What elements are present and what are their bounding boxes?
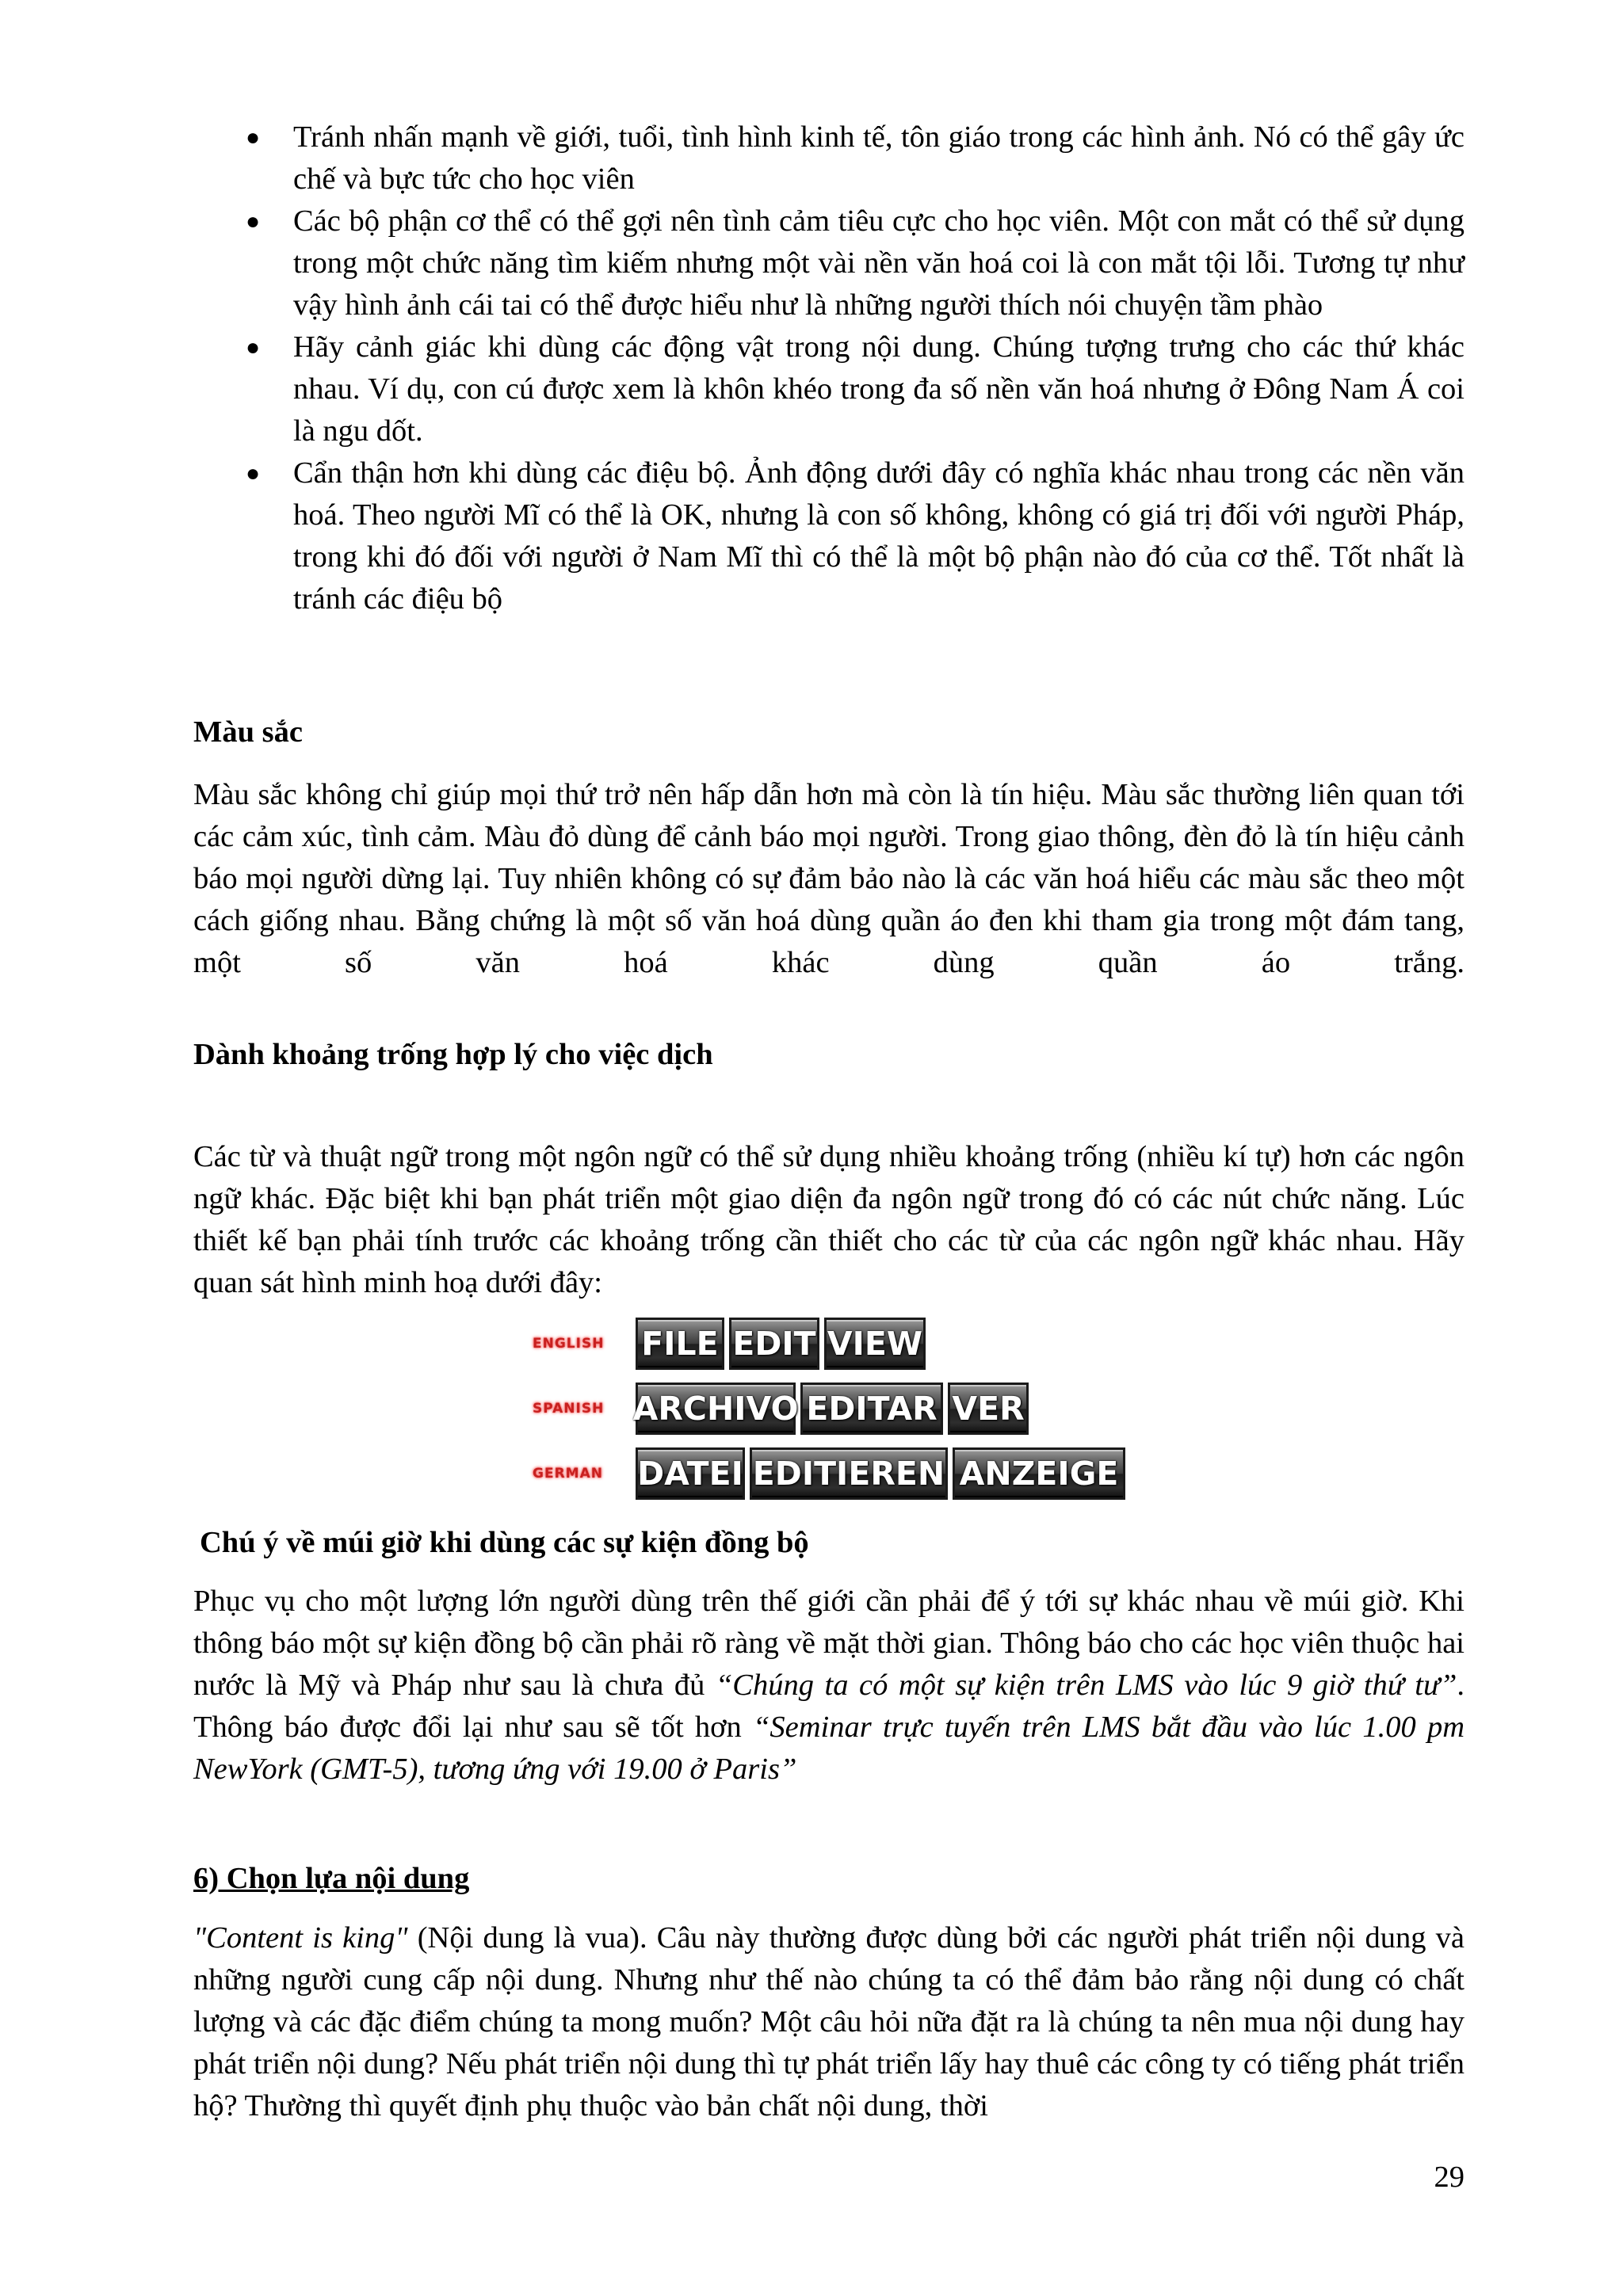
language-label: SPANISH bbox=[533, 1401, 605, 1417]
menu-button-anzeige: ANZEIGE bbox=[953, 1447, 1125, 1500]
list-item-text: Hãy cảnh giác khi dùng các động vật trong nội dung. Chúng tượng trưng cho các thứ khác nhau. Ví dụ, con cú được xem là khôn khéo trong đa số nền văn hoá nhưng ở Đông Nam Á coi là ngu dốt. bbox=[293, 330, 1465, 448]
menu-button-file: FILE bbox=[636, 1318, 724, 1370]
menu-button-editieren: EDITIEREN bbox=[750, 1447, 948, 1500]
menu-button-editar: EDITAR bbox=[800, 1383, 943, 1435]
multilingual-menu-figure bbox=[533, 1315, 1151, 1505]
figure-row-english bbox=[533, 1315, 930, 1372]
list-item bbox=[193, 326, 1465, 452]
bullet-icon: ● bbox=[246, 334, 261, 360]
timezone-quote-2: “Seminar trực tuyến trên LMS bắt đầu vào lúc 1.00 pm NewYork (GMT-5), tương ứng với 19.00 ở Paris” bbox=[193, 1711, 1465, 1786]
list-item-text: Tránh nhấn mạnh về giới, tuổi, tình hình kinh tế, tôn giáo trong các hình ảnh. Nó có thể gây ức chế và bực tức cho học viên bbox=[293, 120, 1465, 196]
figure-row-spanish bbox=[533, 1380, 1033, 1437]
translation-space-heading: Dành khoảng trống hợp lý cho việc dịch bbox=[193, 1038, 713, 1071]
menu-button-edit: EDIT bbox=[729, 1318, 819, 1370]
page-number: 29 bbox=[1434, 2161, 1465, 2194]
content-selection-heading bbox=[193, 1858, 469, 1900]
content-selection-text: (Nội dung là vua). Câu này thường được dùng bởi các người phát triển nội dung và những người cung cấp nội dung. Nhưng như thế nào chúng ta có thể đảm bảo rằng nội dung có chất lượng và các đặc điểm chúng ta mong muốn? Một câu hỏi nữa đặt ra là chúng ta nên mua nội dung hay phát triển nội dung? Nếu phát triển nội dung thì tự phát triển lấy hay thuê các công ty có tiếng phát triển hộ? Thường thì quyết định phụ thuộc vào bản chất nội dung, thời bbox=[193, 1921, 1465, 2122]
bullet-icon: ● bbox=[246, 460, 261, 486]
menu-button-datei: DATEI bbox=[636, 1447, 745, 1500]
figure-row-german bbox=[533, 1445, 1130, 1502]
color-section-heading: Màu sắc bbox=[193, 715, 303, 749]
timezone-quote-1: “Chúng ta có một sự kiện trên LMS vào lúc 9 giờ thứ tư” bbox=[715, 1669, 1457, 1702]
content-selection-paragraph bbox=[193, 1917, 1465, 2127]
guideline-bullet-list bbox=[193, 116, 1465, 620]
list-item bbox=[193, 116, 1465, 200]
timezone-section-paragraph bbox=[193, 1581, 1465, 1791]
list-item bbox=[193, 452, 1465, 620]
timezone-text-part1: Phục vụ cho một lượng lớn người dùng trên thế giới cần phải để ý tới sự khác nhau về múi giờ. Khi thông báo một sự kiện đồng bộ cần phải rõ ràng về mặt thời gian. Thông báo cho các học viên thuộc hai nước là Mỹ và Pháp như sau là chưa đủ bbox=[193, 1585, 1465, 1702]
language-label: ENGLISH bbox=[533, 1336, 605, 1352]
menu-button-archivo: ARCHIVO bbox=[636, 1383, 796, 1435]
list-item-text: Các bộ phận cơ thể có thể gợi nên tình cảm tiêu cực cho học viên. Một con mắt có thể sử dụng trong một chức năng tìm kiếm nhưng một vài nền văn hoá coi là con mắt tội lỗi. Tương tự như vậy hình ảnh cái tai có thể được hiểu như là những người thích nói chuyện tầm phào bbox=[293, 204, 1465, 322]
language-label: GERMAN bbox=[533, 1466, 603, 1482]
translation-space-paragraph: Các từ và thuật ngữ trong một ngôn ngữ có thể sử dụng nhiều khoảng trống (nhiều kí tự) hơn các ngôn ngữ khác. Đặc biệt khi bạn phát triển một giao diện đa ngôn ngữ trong đó có các nút chức năng. Lúc thiết kế bạn phải tính trước các khoảng trống cần thiết cho các từ của các ngôn ngữ khác nhau. Hãy quan sát hình minh hoạ dưới đây: bbox=[193, 1140, 1465, 1299]
timezone-text-part2: . Thông báo được đổi lại như sau sẽ tốt hơn bbox=[193, 1669, 1465, 1744]
timezone-section-heading: Chú ý về múi giờ khi dùng các sự kiện đồng bộ bbox=[200, 1526, 809, 1559]
menu-button-view: VIEW bbox=[824, 1318, 926, 1370]
menu-button-ver: VER bbox=[948, 1383, 1029, 1435]
content-is-king-quote: "Content is king" bbox=[193, 1921, 408, 1955]
bullet-icon: ● bbox=[246, 124, 261, 151]
list-item bbox=[193, 200, 1465, 326]
bullet-icon: ● bbox=[246, 208, 261, 235]
color-section-paragraph: Màu sắc không chỉ giúp mọi thứ trở nên hấp dẫn hơn mà còn là tín hiệu. Màu sắc thường liên quan tới các cảm xúc, tình cảm. Màu đỏ dùng để cảnh báo mọi người. Trong giao thông, đèn đỏ là tín hiệu cảnh báo mọi người dừng lại. Tuy nhiên không có sự đảm bảo nào là các văn hoá hiểu các màu sắc theo một cách giống nhau. Bằng chứng là một số văn hoá dùng quần áo đen khi tham gia trong một đám tang, một số văn hoá khác dùng quần áo trắng. bbox=[193, 778, 1465, 979]
list-item-text: Cẩn thận hơn khi dùng các điệu bộ. Ảnh động dưới đây có nghĩa khác nhau trong các nền văn hoá. Theo người Mĩ có thể là OK, nhưng là con số không, không có giá trị đối với người Pháp, trong khi đó đối với người ở Nam Mĩ thì có thể là một bộ phận nào đó của cơ thể. Tốt nhất là tránh các điệu bộ bbox=[293, 456, 1465, 616]
content-selection-heading-text: 6) Chọn lựa nội dung bbox=[193, 1862, 470, 1895]
